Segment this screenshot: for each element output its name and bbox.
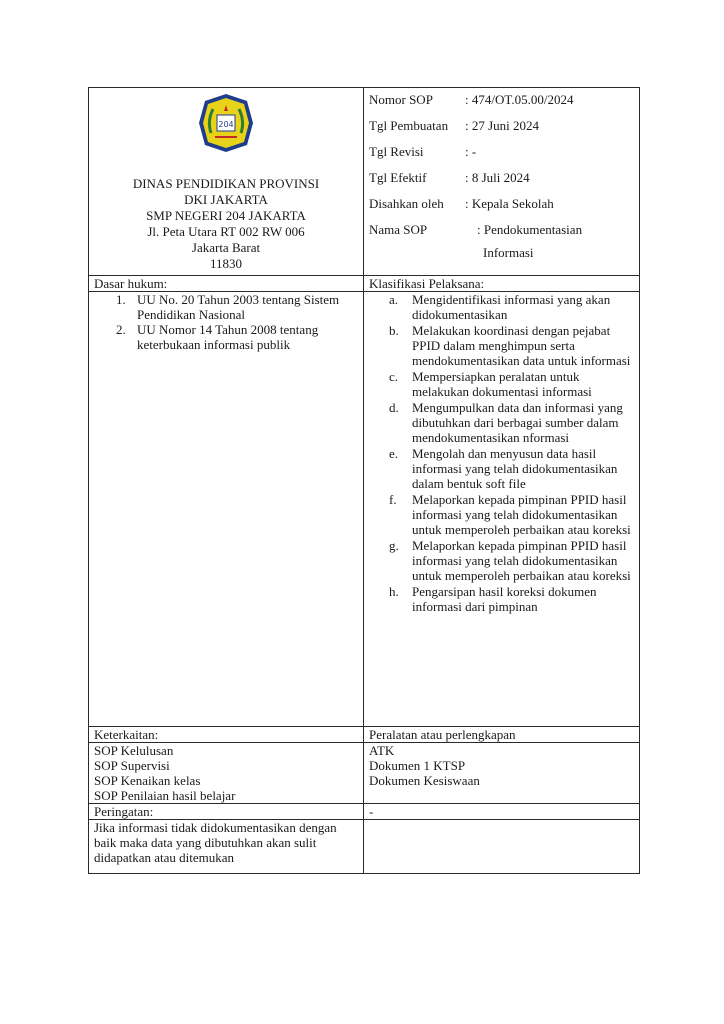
meta-label: Disahkan oleh [369, 196, 444, 211]
dasar-hukum-list [94, 292, 358, 352]
keterkaitan-cell [89, 743, 364, 804]
item-text: UU Nomor 14 Tahun 2008 tentang keterbukaan informasi publik [137, 322, 319, 352]
peralatan-cell [364, 743, 640, 804]
meta-value-line: : Pendokumentasian [477, 222, 583, 237]
peralatan-item: Dokumen 1 KTSP [369, 758, 466, 773]
list-item [389, 538, 634, 583]
peringatan-empty [364, 820, 640, 874]
list-item [389, 400, 634, 445]
item-letter: b. [389, 323, 399, 338]
keterkaitan-item: SOP Penilaian hasil belajar [94, 788, 236, 803]
school-logo-icon [197, 93, 255, 153]
item-number: 1. [116, 292, 126, 307]
peralatan-label: Peralatan atau perlengkapan [364, 727, 640, 743]
list-item [389, 369, 634, 399]
item-letter: h. [389, 584, 399, 599]
org-line: 11830 [209, 256, 243, 271]
item-text: Mengidentifikasi informasi yang akan didokumentasikan [412, 292, 611, 322]
list-item [389, 292, 634, 322]
sop-meta-cell [364, 88, 640, 276]
peringatan-right: - [364, 804, 640, 820]
item-text: Mengolah dan menyusun data hasil informasi yang telah didokumentasikan dalam bentuk soft file [412, 446, 618, 491]
keterkaitan-item: SOP Supervisi [94, 758, 170, 773]
meta-label: Tgl Revisi [369, 144, 424, 159]
logo-number: 204 [218, 120, 234, 129]
dasar-hukum-cell [89, 292, 364, 727]
list-item [389, 584, 634, 614]
meta-value-line: Informasi [483, 245, 534, 260]
org-line: DKI JAKARTA [184, 192, 268, 207]
org-line: DINAS PENDIDIKAN PROVINSI [132, 176, 320, 191]
meta-value: : 474/OT.05.00/2024 [465, 92, 574, 107]
keterkaitan-item: SOP Kenaikan kelas [94, 773, 201, 788]
meta-value: : 8 Juli 2024 [465, 170, 530, 185]
sop-table [88, 87, 640, 874]
item-text: Melaporkan kepada pimpinan PPID hasil informasi yang telah didokumentasikan untuk memperoleh perbaikan atau koreksi [412, 538, 631, 583]
item-text: Mempersiapkan peralatan untuk melakukan dokumentasi informasi [412, 369, 592, 399]
keterkaitan-item: SOP Kelulusan [94, 743, 174, 758]
meta-value [465, 222, 634, 262]
list-item [389, 323, 634, 368]
item-number: 2. [116, 322, 126, 337]
list-item [116, 292, 358, 322]
item-letter: f. [389, 492, 397, 507]
meta-label: Tgl Pembuatan [369, 118, 449, 133]
peringatan-text: Jika informasi tidak didokumentasikan dengan baik maka data yang dibutuhkan akan sulit didapatkan atau ditemukan [89, 820, 364, 874]
org-line: Jakarta Barat [191, 240, 261, 255]
item-text: Pengarsipan hasil koreksi dokumen informasi dari pimpinan [412, 584, 597, 614]
meta-row-nomor [369, 88, 634, 114]
meta-row-nama [369, 218, 634, 262]
meta-value: : 27 Juni 2024 [465, 118, 540, 133]
org-block [89, 176, 363, 272]
klasifikasi-cell [364, 292, 640, 727]
klasifikasi-label: Klasifikasi Pelaksana: [364, 276, 640, 292]
peringatan-label: Peringatan: [89, 804, 364, 820]
peralatan-item: Dokumen Kesiswaan [369, 773, 480, 788]
meta-row-efektif [369, 166, 634, 192]
list-item [389, 492, 634, 537]
dasar-hukum-label: Dasar hukum: [89, 276, 364, 292]
meta-value: : - [465, 144, 477, 159]
meta-row-disahkan [369, 192, 634, 218]
item-letter: g. [389, 538, 399, 553]
meta-label: Nama SOP [369, 222, 428, 237]
list-item [389, 446, 634, 491]
header-org-cell [89, 88, 364, 276]
meta-label: Nomor SOP [369, 92, 433, 107]
meta-row-pembuatan [369, 114, 634, 140]
peralatan-item: ATK [369, 743, 395, 758]
list-item [116, 322, 358, 352]
item-text: Melaporkan kepada pimpinan PPID hasil informasi yang telah didokumentasikan untuk memperoleh perbaikan atau koreksi [412, 492, 631, 537]
item-letter: a. [389, 292, 399, 307]
item-text: UU No. 20 Tahun 2003 tentang Sistem Pendidikan Nasional [137, 292, 340, 322]
org-line: Jl. Peta Utara RT 002 RW 006 [147, 224, 305, 239]
meta-value: : Kepala Sekolah [465, 196, 554, 211]
item-text: Melakukan koordinasi dengan pejabat PPID dalam menghimpun serta mendokumentasikan data untuk informasi [412, 323, 631, 368]
klasifikasi-list [369, 292, 634, 614]
item-text: Mengumpulkan data dan informasi yang dibutuhkan dari berbagai sumber dalam mendokumentasikan nformasi [412, 400, 623, 445]
org-line: SMP NEGERI 204 JAKARTA [146, 208, 306, 223]
meta-label: Tgl Efektif [369, 170, 427, 185]
item-letter: e. [389, 446, 399, 461]
item-letter: c. [389, 369, 399, 384]
keterkaitan-label: Keterkaitan: [89, 727, 364, 743]
meta-row-revisi [369, 140, 634, 166]
item-letter: d. [389, 400, 399, 415]
